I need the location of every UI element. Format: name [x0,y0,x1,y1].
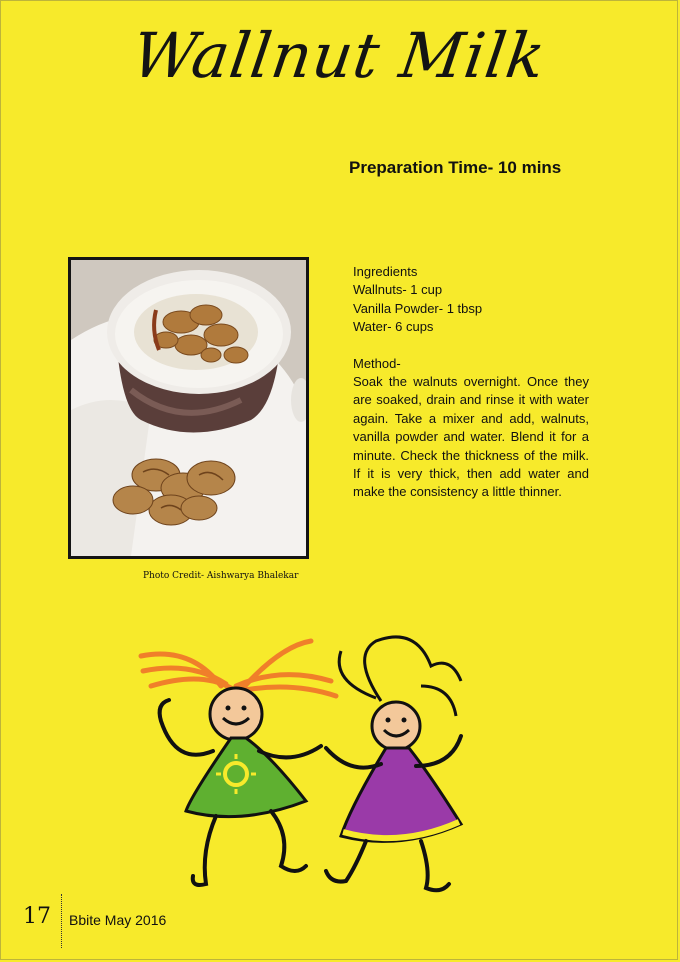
method-instructions: Soak the walnuts overnight. Once they are soaked, drain and rinse it with water again. Take a mixer and add, walnuts, vanilla powder and water. Blend it for a minute. Check the thickness of the milk. If it is very thick, then add water and make the consistency a little thinner. [353,374,589,500]
footer-divider [61,894,62,948]
recipe-photo [68,257,309,559]
photo-credit: Photo Credit- Aishwarya Bhalekar [143,571,299,581]
issue-label: Bbite May 2016 [69,912,167,928]
preparation-time: Preparation Time- 10 mins [349,158,562,177]
ingredient-item: Wallnuts- 1 cup [353,282,443,298]
dancing-girls-illustration [131,626,481,901]
method-heading: Method- [353,355,401,371]
ingredients-heading: Ingredients [353,264,418,279]
page-title: Wallnut Milk [127,19,551,92]
ingredient-item: Water- 6 cups [353,319,434,335]
walnut-milk-photo-image [71,260,306,556]
ingredient-item: Vanilla Powder- 1 tbsp [353,300,483,316]
page-number: 17 [23,904,51,929]
recipe-text [353,263,589,502]
